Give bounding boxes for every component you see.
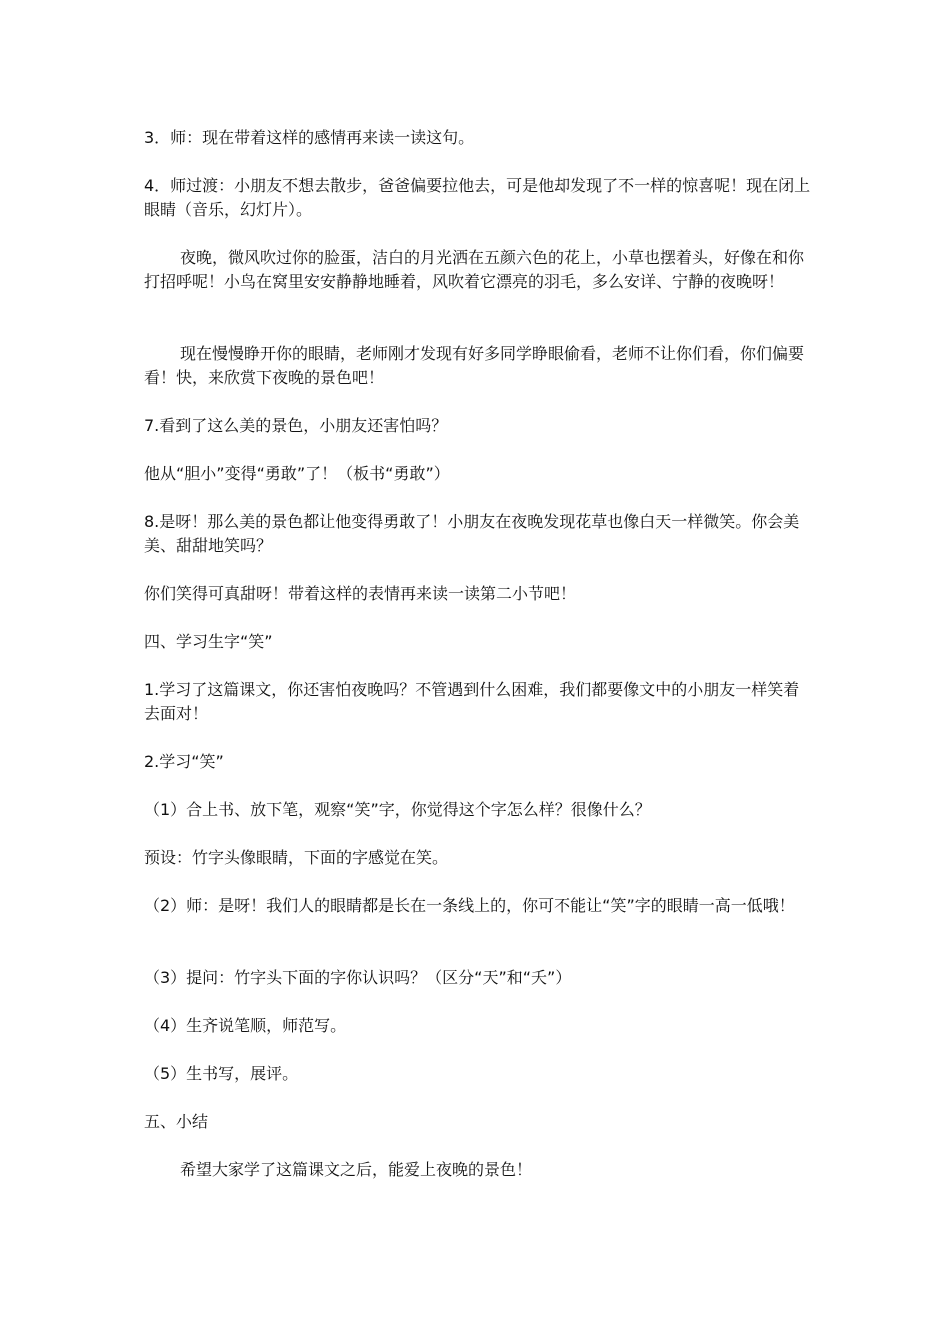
paragraph-item-2: 2.学习“笑” — [144, 752, 224, 771]
paragraph-item-1: 1.学习了这篇课文，你还害怕夜晚吗？不管遇到什么困难，我们都要像文中的小朋友一样笑着去面对！ — [144, 680, 800, 723]
paragraph-sub-1: （1）合上书、放下笔，观察“笑”字，你觉得这个字怎么样？很像什么？ — [144, 800, 651, 819]
paragraph-step-7: 7.看到了这么美的景色，小朋友还害怕吗？ — [144, 416, 448, 435]
paragraph-step-3: 3．师：现在带着这样的感情再来读一读这句。 — [144, 128, 475, 147]
paragraph-sub-4: （4）生齐说笔顺，师范写。 — [144, 1016, 347, 1035]
paragraph-summary: 希望大家学了这篇课文之后，能爱上夜晚的景色！ — [180, 1160, 533, 1179]
paragraph-step-8: 8.是呀！那么美的景色都让他变得勇敢了！小朋友在夜晚发现花草也像白天一样微笑。你会美美、甜甜地笑吗？ — [144, 512, 800, 555]
paragraph-open-eyes: 现在慢慢睁开你的眼睛，老师刚才发现有好多同学睁眼偷看，老师不让你们看，你们偏要看！快，来欣赏下夜晚的景色吧！ — [144, 344, 805, 387]
paragraph-preset: 预设：竹字头像眼睛，下面的字感觉在笑。 — [144, 848, 449, 867]
paragraph-brave: 他从“胆小”变得“勇敢”了！（板书“勇敢”） — [144, 464, 450, 483]
section-heading-5: 五、小结 — [144, 1112, 209, 1131]
paragraph-sub-3: （3）提问：竹字头下面的字你认识吗？（区分“天”和“夭”） — [144, 968, 572, 987]
paragraph-sub-5: （5）生书写，展评。 — [144, 1064, 299, 1083]
section-heading-4: 四、学习生字“笑” — [144, 632, 273, 651]
paragraph-sub-2: （2）师：是呀！我们人的眼睛都是长在一条线上的，你可不能让“笑”字的眼睛一高一低哦！ — [144, 896, 795, 915]
paragraph-read-again: 你们笑得可真甜呀！带着这样的表情再来读一读第二小节吧！ — [144, 584, 577, 603]
paragraph-step-4: 4．师过渡：小朋友不想去散步，爸爸偏要拉他去，可是他却发现了不一样的惊喜呢！现在闭上眼睛（音乐，幻灯片）。 — [144, 176, 811, 219]
paragraph-night-scene: 夜晚，微风吹过你的脸蛋，洁白的月光洒在五颜六色的花上，小草也摆着头，好像在和你打招呼呢！小鸟在窝里安安静静地睡着，风吹着它漂亮的羽毛，多么安详、宁静的夜晚呀！ — [144, 248, 805, 291]
